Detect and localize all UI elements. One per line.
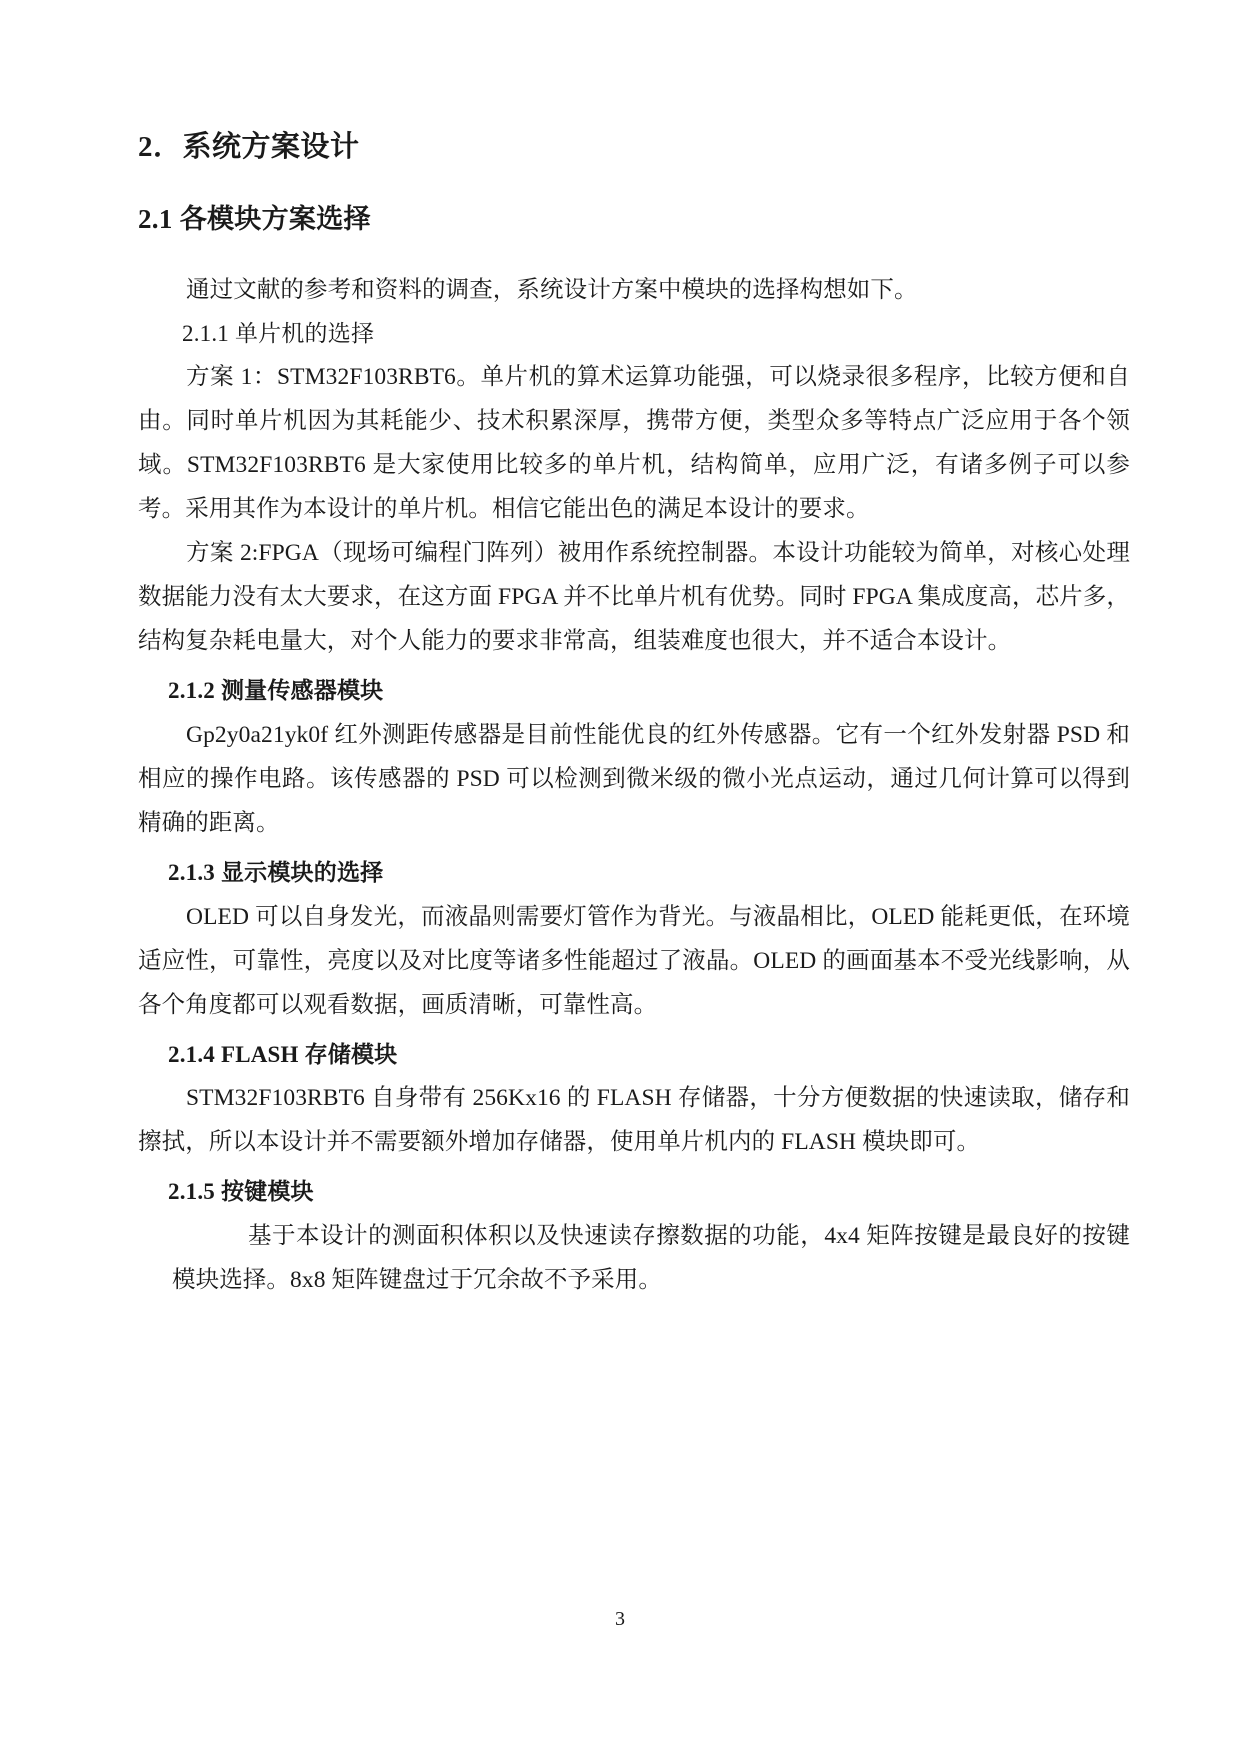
page-number: 3: [615, 1608, 625, 1630]
paragraph-2-1-4: STM32F103RBT6 自身带有 256Kx16 的 FLASH 存储器，十分方便数据的快速读取，储存和擦拭，所以本设计并不需要额外增加存储器，使用单片机内的 FLASH 模块即可。: [138, 1085, 1130, 1156]
heading-2-1-3: 2.1.3 显示模块的选择: [168, 859, 384, 885]
paragraph-2-1-3: OLED 可以自身发光，而液晶则需要灯管作为背光。与液晶相比，OLED 能耗更低，在环境适应性，可靠性，亮度以及对比度等诸多性能超过了液晶。OLED 的画面基本不受光线影响，从各个角度都可以观看数据，画质清晰，可靠性高。: [138, 903, 1130, 1018]
heading-2-1-2: 2.1.2 测量传感器模块: [168, 678, 384, 704]
paragraph-2-1-5: 基于本设计的测面积体积以及快速读存擦数据的功能，4x4 矩阵按键是最良好的按键模块选择。8x8 矩阵键盘过于冗余故不予采用。: [172, 1223, 1130, 1294]
document-body: [138, 128, 1130, 1302]
heading-2-1-5: 2.1.5 按键模块: [168, 1179, 314, 1205]
heading-2-1-1: 2.1.1 单片机的选择: [182, 320, 375, 346]
subsection-heading: 2.1 各模块方案选择: [138, 204, 371, 235]
paragraph-2-1-1-a: 方案 1：STM32F103RBT6。单片机的算术运算功能强，可以烧录很多程序，比较方便和自由。同时单片机因为其耗能少、技术积累深厚，携带方便，类型众多等特点广泛应用于各个领域。STM32F103RBT6 是大家使用比较多的单片机，结构简单，应用广泛，有诸多例子可以参考。采用其作为本设计的单片机。相信它能出色的满足本设计的要求。: [138, 364, 1130, 523]
paragraph-2-1-2: Gp2y0a21yk0f 红外测距传感器是目前性能优良的红外传感器。它有一个红外发射器 PSD 和相应的操作电路。该传感器的 PSD 可以检测到微米级的微小光点运动，通过几何计算可以得到精确的距离。: [138, 721, 1130, 836]
paragraph-2-1-1-b: 方案 2:FPGA（现场可编程门阵列）被用作系统控制器。本设计功能较为简单，对核心处理数据能力没有太大要求，在这方面 FPGA 并不比单片机有优势。同时 FPGA 集成度高，芯片多，结构复杂耗电量大，对个人能力的要求非常高，组装难度也很大，并不适合本设计。: [138, 540, 1130, 655]
section-heading: 2．系统方案设计: [138, 131, 360, 163]
intro-paragraph: 通过文献的参考和资料的调查，系统设计方案中模块的选择构想如下。: [186, 276, 918, 303]
heading-2-1-4: 2.1.4 FLASH 存储模块: [168, 1041, 398, 1067]
